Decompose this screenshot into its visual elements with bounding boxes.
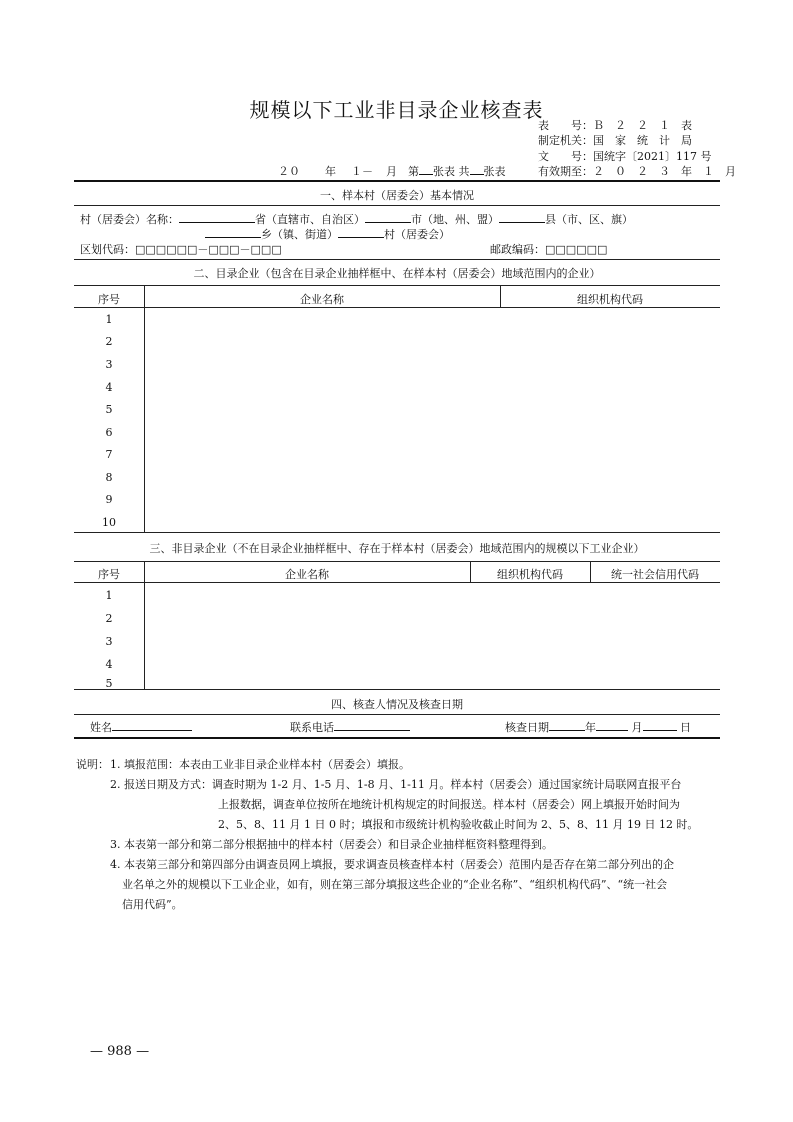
divider — [74, 582, 720, 583]
county-field[interactable] — [499, 212, 545, 223]
notes-heading: 说明： — [76, 758, 109, 771]
table-row: 2 — [105, 612, 113, 625]
check-year-field[interactable] — [549, 720, 585, 731]
check-month-field[interactable] — [596, 720, 628, 731]
total-sheets-field[interactable] — [470, 164, 484, 175]
table-row: 4 — [105, 381, 113, 394]
phone-field[interactable] — [334, 720, 410, 731]
postal-code-boxes[interactable]: □□□□□□ — [545, 243, 608, 256]
table-row: 5 — [105, 677, 113, 690]
village-name-field[interactable] — [179, 212, 255, 223]
divider — [74, 714, 720, 715]
table-row: 6 — [105, 426, 113, 439]
table-row: 3 — [105, 635, 113, 648]
column-divider — [590, 561, 591, 582]
issuing-authority: 制定机关：国 家 统 计 局 — [538, 134, 692, 147]
period-month-value: １－ — [351, 165, 373, 178]
date-month-label: 月 — [631, 721, 643, 734]
page-number: — 988 — — [90, 1044, 150, 1059]
divider — [74, 689, 720, 690]
phone-label: 联系电话 — [290, 721, 334, 734]
table-row: 5 — [105, 403, 113, 416]
divider — [74, 561, 720, 562]
section4-title: 四、核查人情况及核查日期 — [331, 698, 463, 711]
report-period — [278, 163, 506, 179]
top-rule — [74, 180, 720, 182]
period-total-sheet-label: 张表 — [483, 165, 506, 178]
divider — [74, 307, 720, 308]
document-number: 文 号：国统字〔2021〕117 号 — [538, 150, 712, 163]
date-year-label: 年 — [585, 721, 596, 734]
col-header-seq: 序号 — [98, 293, 120, 306]
form-title: 规模以下工业非目录企业核查表 — [249, 98, 544, 122]
col-header-credit-code: 统一社会信用代码 — [611, 568, 699, 581]
section3-title: 三、非目录企业（不在目录企业抽样框中、存在于样本村（居委会）地域范围内的规模以下工业企业） — [149, 542, 645, 555]
table-row: 3 — [105, 358, 113, 371]
region-code-row — [80, 241, 282, 257]
divider — [74, 532, 720, 533]
divider — [74, 285, 720, 286]
village-name-row — [80, 211, 633, 227]
note-item: 上报数据，调查单位按所在地统计机构规定的时间报送。样本村（居委会）网上填报开始时间为 — [218, 798, 680, 811]
col-header-org-code: 组织机构代码 — [577, 293, 643, 306]
table-row: 9 — [105, 493, 113, 506]
region-code-boxes[interactable]: □□□□□□－□□□－□□□ — [135, 243, 282, 256]
note-item: 信用代码”。 — [122, 898, 183, 911]
period-year-label: 年 — [325, 165, 336, 178]
period-page-label: 第 — [408, 165, 419, 178]
table-row: 1 — [105, 589, 113, 602]
town-field[interactable] — [205, 227, 261, 238]
note-item: 4. 本表第三部分和第四部分由调查员网上填报，要求调查员核查样本村（居委会）范围内是否存在第二部分列出的企 — [110, 858, 674, 871]
village-field[interactable] — [338, 227, 384, 238]
column-divider — [144, 285, 145, 532]
col-header-org-code: 组织机构代码 — [497, 568, 563, 581]
column-divider — [144, 561, 145, 689]
city-field[interactable] — [365, 212, 411, 223]
col-header-company-name: 企业名称 — [285, 568, 329, 581]
postal-code-row — [490, 241, 607, 257]
county-label: 县（市、区、旗） — [545, 213, 633, 226]
town-label: 乡（镇、街道） — [261, 228, 338, 241]
column-divider — [500, 285, 501, 307]
table-row: 1 — [105, 313, 113, 326]
inspector-phone-row — [290, 719, 410, 735]
col-header-company-name: 企业名称 — [300, 293, 344, 306]
province-label: 省（直辖市、自治区） — [255, 213, 365, 226]
note-item: 业名单之外的规模以下工业企业，如有，则在第三部分填报这些企业的“企业名称”、“组织机构代码”、“统一社会 — [122, 878, 668, 891]
village-label: 村（居委会）名称： — [80, 213, 179, 226]
table-row: 4 — [105, 658, 113, 671]
bottom-rule — [74, 737, 720, 739]
period-sheet-label: 张表 — [433, 165, 455, 178]
date-day-label: 日 — [680, 721, 691, 734]
form-number: 表 号：Ｂ ２ ２ １ 表 — [538, 119, 692, 132]
section2-title: 二、目录企业（包含在目录企业抽样框中、在样本村（居委会）地域范围内的企业） — [193, 267, 601, 280]
divider — [74, 259, 720, 260]
town-row — [205, 226, 450, 242]
date-label: 核查日期 — [505, 721, 549, 734]
table-row: 8 — [105, 471, 113, 484]
inspector-name-row — [90, 719, 192, 735]
valid-until: 有效期至：２ ０ ２ ３ 年 １ 月 — [538, 165, 736, 178]
village-end-label: 村（居委会） — [384, 228, 450, 241]
check-date-row — [505, 719, 691, 735]
table-row: 7 — [105, 448, 113, 461]
divider — [74, 205, 720, 206]
table-row: 10 — [102, 516, 116, 529]
name-label: 姓名 — [90, 721, 112, 734]
section1-title: 一、样本村（居委会）基本情况 — [320, 189, 474, 202]
region-code-label: 区划代码： — [80, 243, 135, 256]
note-item: 2. 报送日期及方式：调查时期为 1-2 月、1-5 月、1-8 月、1-11 月。样本村（居委会）通过国家统计局联网直报平台 — [110, 778, 682, 791]
name-field[interactable] — [112, 720, 192, 731]
table-row: 2 — [105, 335, 113, 348]
column-divider — [470, 561, 471, 582]
col-header-seq: 序号 — [98, 568, 120, 581]
period-year-prefix: ２０ — [278, 165, 300, 178]
page-number-field[interactable] — [419, 164, 433, 175]
note-item: 2、5、8、11 月 1 日 0 时；填报和市级统计机构验收截止时间为 2、5、8、11 月 19 日 12 时。 — [218, 818, 699, 831]
postal-label: 邮政编码： — [490, 243, 545, 256]
period-month-label: 月 — [386, 165, 397, 178]
period-total-label: 共 — [458, 165, 470, 178]
note-item: 1. 填报范围：本表由工业非目录企业样本村（居委会）填报。 — [110, 758, 410, 771]
city-label: 市（地、州、盟） — [411, 213, 499, 226]
note-item: 3. 本表第一部分和第二部分根据抽中的样本村（居委会）和目录企业抽样框资料整理得到。 — [110, 838, 553, 851]
check-day-field[interactable] — [643, 720, 677, 731]
